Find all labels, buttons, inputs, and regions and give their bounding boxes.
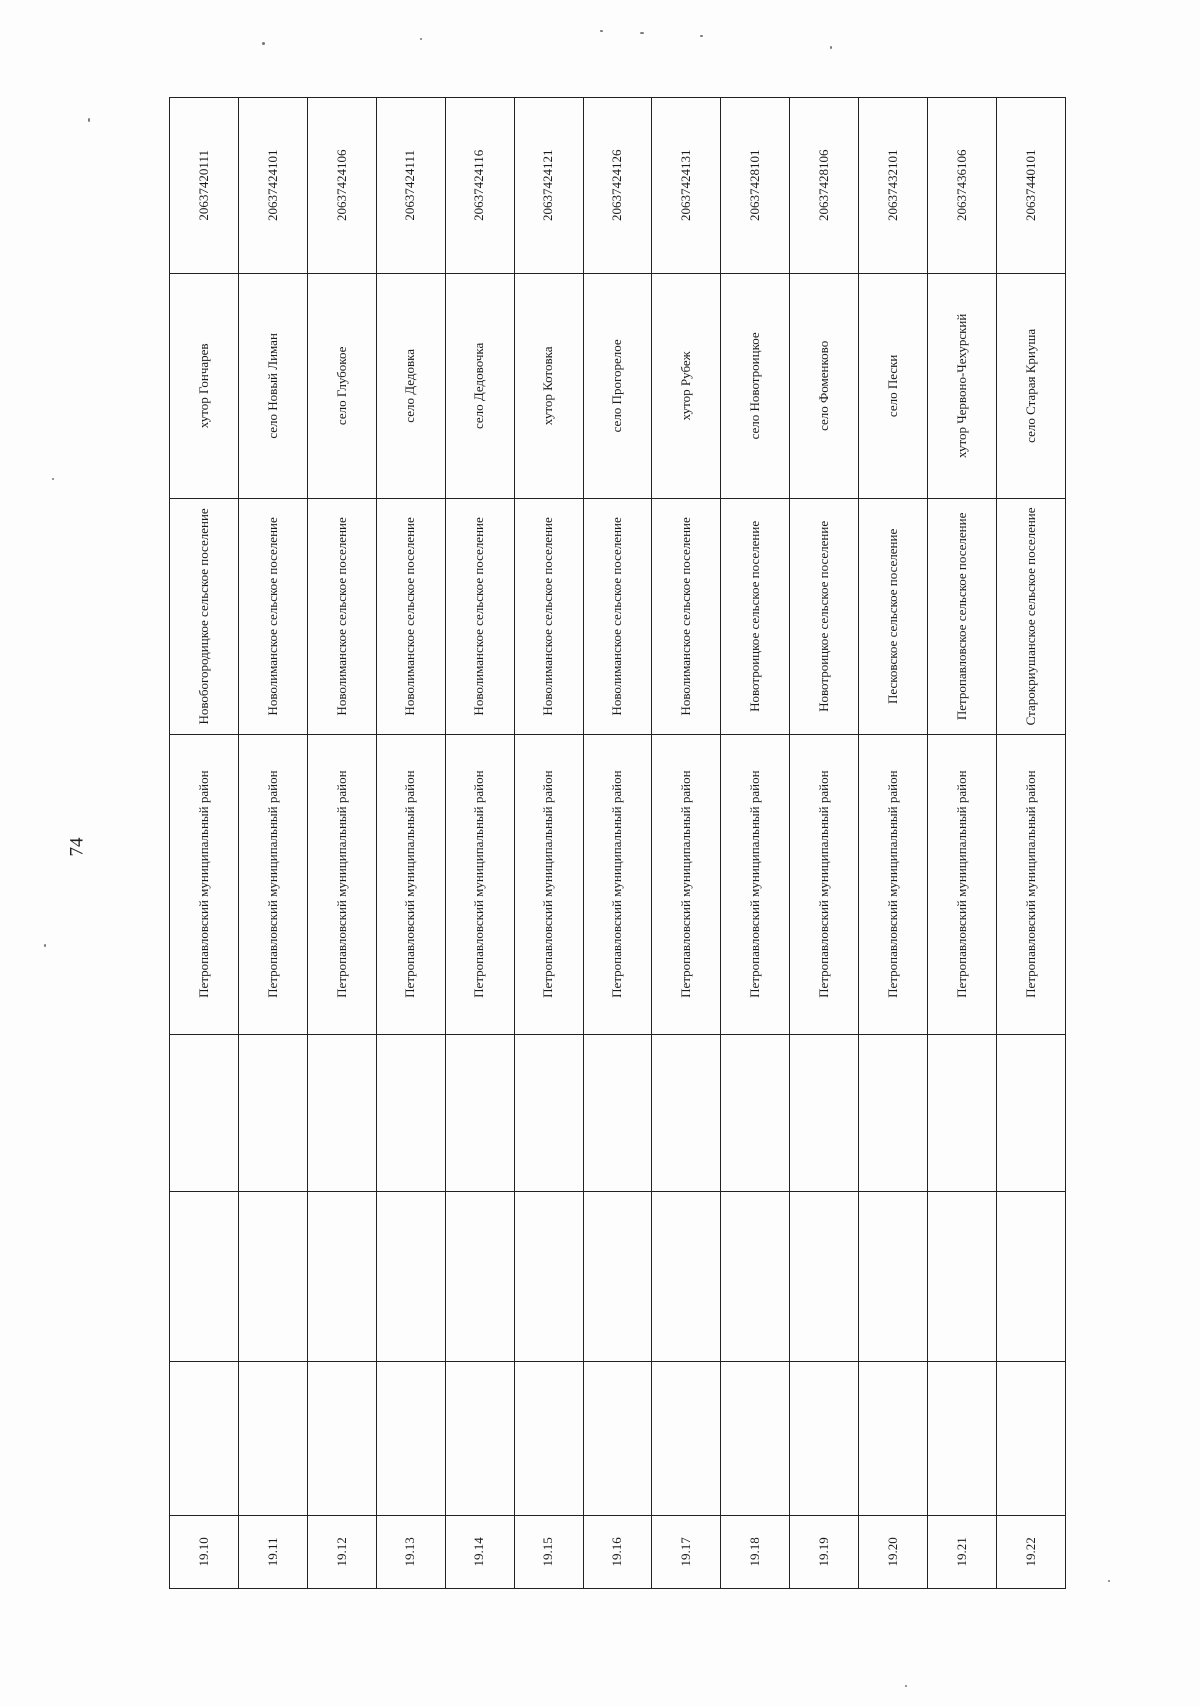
empty-cell bbox=[583, 1192, 652, 1362]
empty-cell bbox=[376, 1192, 445, 1362]
district-cell: Петропавловский муниципальный район bbox=[445, 734, 514, 1034]
code-cell: 20637424111 bbox=[376, 98, 445, 274]
table-row bbox=[307, 98, 376, 1589]
locality-cell: село Глубокое bbox=[307, 273, 376, 499]
table-row bbox=[376, 98, 445, 1589]
empty-cell bbox=[721, 1034, 790, 1192]
settlement-cell: Новолиманское сельское поселение bbox=[652, 499, 721, 735]
code-cell: 20637424106 bbox=[307, 98, 376, 274]
settlement-cell: Новолиманское сельское поселение bbox=[514, 499, 583, 735]
register-table-frame bbox=[169, 97, 1066, 1589]
settlement-cell: Новотроицкое сельское поселение bbox=[721, 499, 790, 735]
empty-cell bbox=[652, 1362, 721, 1515]
settlement-cell: Новолиманское сельское поселение bbox=[307, 499, 376, 735]
code-cell: 20637420111 bbox=[170, 98, 239, 274]
empty-cell bbox=[170, 1192, 239, 1362]
settlement-cell: Старокриушанское сельское поселение bbox=[997, 499, 1066, 735]
locality-cell: хутор Гончарев bbox=[170, 273, 239, 499]
empty-cell bbox=[859, 1192, 928, 1362]
settlement-cell: Новолиманское сельское поселение bbox=[445, 499, 514, 735]
code-cell: 20637424101 bbox=[238, 98, 307, 274]
table-row bbox=[859, 98, 928, 1589]
scan-speck bbox=[640, 32, 644, 34]
scan-speck bbox=[600, 30, 603, 32]
table-row bbox=[790, 98, 859, 1589]
settlement-cell: Новолиманское сельское поселение bbox=[238, 499, 307, 735]
empty-cell bbox=[928, 1034, 997, 1192]
table-row bbox=[514, 98, 583, 1589]
empty-cell bbox=[997, 1034, 1066, 1192]
row-number: 19.12 bbox=[307, 1515, 376, 1588]
empty-cell bbox=[790, 1192, 859, 1362]
scan-speck bbox=[52, 478, 54, 480]
district-cell: Петропавловский муниципальный район bbox=[376, 734, 445, 1034]
empty-cell bbox=[790, 1362, 859, 1515]
row-number: 19.13 bbox=[376, 1515, 445, 1588]
row-number: 19.19 bbox=[790, 1515, 859, 1588]
table-row bbox=[721, 98, 790, 1589]
row-number: 19.20 bbox=[859, 1515, 928, 1588]
locality-cell: хутор Червоно-Чехурский bbox=[928, 273, 997, 499]
locality-cell: село Старая Криуша bbox=[997, 273, 1066, 499]
scan-speck bbox=[1108, 1580, 1110, 1582]
empty-cell bbox=[445, 1192, 514, 1362]
code-cell: 20637424131 bbox=[652, 98, 721, 274]
scan-speck bbox=[700, 35, 703, 37]
locality-cell: хутор Рубеж bbox=[652, 273, 721, 499]
settlement-cell: Новобогородицкое сельское поселение bbox=[170, 499, 239, 735]
table-row bbox=[652, 98, 721, 1589]
locality-cell: село Дедовка bbox=[376, 273, 445, 499]
row-number: 19.22 bbox=[997, 1515, 1066, 1588]
empty-cell bbox=[307, 1034, 376, 1192]
district-cell: Петропавловский муниципальный район bbox=[997, 734, 1066, 1034]
empty-cell bbox=[721, 1192, 790, 1362]
row-number: 19.17 bbox=[652, 1515, 721, 1588]
locality-cell: село Прогорелое bbox=[583, 273, 652, 499]
empty-cell bbox=[238, 1192, 307, 1362]
locality-cell: село Пески bbox=[859, 273, 928, 499]
empty-cell bbox=[514, 1034, 583, 1192]
code-cell: 20637424121 bbox=[514, 98, 583, 274]
district-cell: Петропавловский муниципальный район bbox=[859, 734, 928, 1034]
table-body bbox=[170, 98, 1066, 1589]
settlement-cell: Новолиманское сельское поселение bbox=[583, 499, 652, 735]
table-row bbox=[583, 98, 652, 1589]
locality-cell: село Новотроицкое bbox=[721, 273, 790, 499]
empty-cell bbox=[859, 1362, 928, 1515]
code-cell: 20637428101 bbox=[721, 98, 790, 274]
empty-cell bbox=[859, 1034, 928, 1192]
district-cell: Петропавловский муниципальный район bbox=[238, 734, 307, 1034]
row-number: 19.11 bbox=[238, 1515, 307, 1588]
table-row bbox=[445, 98, 514, 1589]
locality-cell: хутор Котовка bbox=[514, 273, 583, 499]
locality-cell: село Дедовочка bbox=[445, 273, 514, 499]
empty-cell bbox=[445, 1034, 514, 1192]
row-number: 19.14 bbox=[445, 1515, 514, 1588]
scan-speck bbox=[420, 38, 422, 40]
empty-cell bbox=[376, 1362, 445, 1515]
empty-cell bbox=[445, 1362, 514, 1515]
scan-speck bbox=[905, 1685, 907, 1687]
table-row bbox=[170, 98, 239, 1589]
code-cell: 20637432101 bbox=[859, 98, 928, 274]
district-cell: Петропавловский муниципальный район bbox=[514, 734, 583, 1034]
empty-cell bbox=[307, 1192, 376, 1362]
empty-cell bbox=[928, 1362, 997, 1515]
code-cell: 20637440101 bbox=[997, 98, 1066, 274]
scan-speck bbox=[44, 944, 46, 947]
district-cell: Петропавловский муниципальный район bbox=[928, 734, 997, 1034]
empty-cell bbox=[652, 1034, 721, 1192]
empty-cell bbox=[170, 1362, 239, 1515]
empty-cell bbox=[652, 1192, 721, 1362]
empty-cell bbox=[307, 1362, 376, 1515]
code-cell: 20637424126 bbox=[583, 98, 652, 274]
code-cell: 20637436106 bbox=[928, 98, 997, 274]
empty-cell bbox=[238, 1362, 307, 1515]
row-number: 19.15 bbox=[514, 1515, 583, 1588]
settlement-cell: Новолиманское сельское поселение bbox=[376, 499, 445, 735]
empty-cell bbox=[514, 1192, 583, 1362]
empty-cell bbox=[721, 1362, 790, 1515]
district-cell: Петропавловский муниципальный район bbox=[170, 734, 239, 1034]
table-row bbox=[928, 98, 997, 1589]
empty-cell bbox=[997, 1362, 1066, 1515]
row-number: 19.16 bbox=[583, 1515, 652, 1588]
district-cell: Петропавловский муниципальный район bbox=[307, 734, 376, 1034]
locality-cell: село Новый Лиман bbox=[238, 273, 307, 499]
empty-cell bbox=[583, 1034, 652, 1192]
table-row bbox=[997, 98, 1066, 1589]
empty-cell bbox=[514, 1362, 583, 1515]
settlement-cell: Новотроицкое сельское поселение bbox=[790, 499, 859, 735]
district-cell: Петропавловский муниципальный район bbox=[652, 734, 721, 1034]
district-cell: Петропавловский муниципальный район bbox=[790, 734, 859, 1034]
register-table bbox=[169, 97, 1066, 1589]
scan-speck bbox=[830, 46, 832, 49]
district-cell: Петропавловский муниципальный район bbox=[583, 734, 652, 1034]
row-number: 19.18 bbox=[721, 1515, 790, 1588]
locality-cell: село Фоменково bbox=[790, 273, 859, 499]
empty-cell bbox=[170, 1034, 239, 1192]
empty-cell bbox=[583, 1362, 652, 1515]
code-cell: 20637428106 bbox=[790, 98, 859, 274]
row-number: 19.10 bbox=[170, 1515, 239, 1588]
scan-speck bbox=[262, 42, 265, 45]
empty-cell bbox=[790, 1034, 859, 1192]
page-number: 74 bbox=[66, 837, 88, 857]
settlement-cell: Петропавловское сельское поселение bbox=[928, 499, 997, 735]
settlement-cell: Песковское сельское поселение bbox=[859, 499, 928, 735]
empty-cell bbox=[376, 1034, 445, 1192]
district-cell: Петропавловский муниципальный район bbox=[721, 734, 790, 1034]
scan-speck bbox=[88, 118, 90, 122]
empty-cell bbox=[997, 1192, 1066, 1362]
table-row bbox=[238, 98, 307, 1589]
row-number: 19.21 bbox=[928, 1515, 997, 1588]
empty-cell bbox=[238, 1034, 307, 1192]
code-cell: 20637424116 bbox=[445, 98, 514, 274]
empty-cell bbox=[928, 1192, 997, 1362]
